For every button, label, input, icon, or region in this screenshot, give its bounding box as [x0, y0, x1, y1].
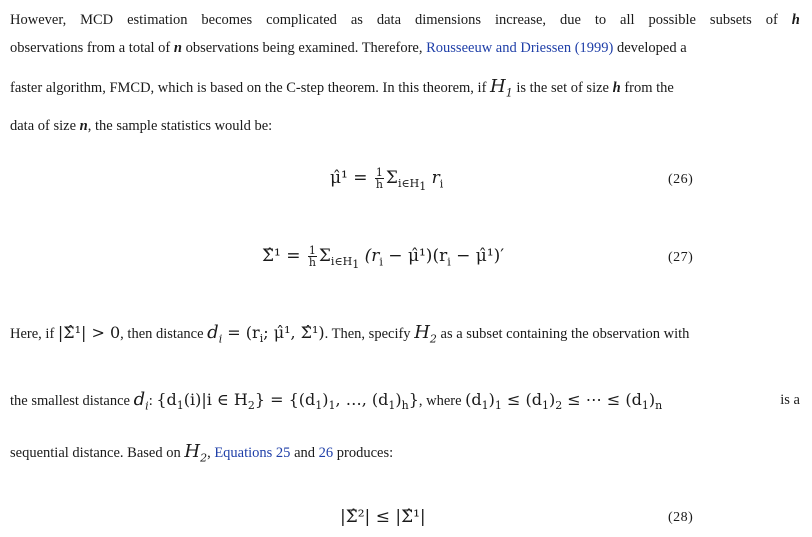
paragraph-2-line-3: sequential distance. Based on $H_2$, Equations 25 and 26 produces:: [10, 441, 394, 465]
text-segment: observations from a total of n observations being examined. Therefore, Rousseeuw and Driessen (1999) developed a: [10, 40, 687, 56]
word: due: [559, 12, 581, 28]
word: dimensions: [414, 12, 482, 28]
equation-28: |Σ̂²| ≤ |Σ̂¹|: [340, 507, 426, 527]
paragraph-1-line-2: [10, 38, 800, 58]
distance-di: $d_i$: [207, 322, 223, 346]
equation-27: Σ̂¹ = $\frac{1}{h}$ $\Sigma_{i\in H_1}$ ($r_i$ − $\mû^1)(r_i$ − μ̂¹)′: [262, 244, 505, 272]
word: MCD: [80, 12, 114, 28]
fraction-1-over-h: $\frac{1}{h}$: [375, 166, 383, 191]
paragraph-1-line-4: data of size n, the sample statistics would be:: [10, 118, 273, 134]
set-H1: $H_1$: [490, 76, 513, 100]
paragraph-1-line-1: [10, 10, 800, 30]
word: to: [594, 12, 607, 28]
equation-26-link[interactable]: 26: [318, 445, 334, 461]
equation-26: μ̂¹ = $\frac{1}{h}$ $\Sigma_{i\in H_1}$ $r_i$: [330, 166, 444, 194]
word: complicated: [266, 12, 337, 28]
paragraph-2-line-2: the smallest distance $d_i$: {$d_1(i)|i$ ∈ $H_2\} = \{(d_1)_1$, …, $(d_1)_h$}, where $(d_1)_1 \le (d_1)_2$ ≤ ⋯ ≤ $(d_1)_n$ is a: [10, 389, 800, 413]
citation-link[interactable]: Rousseeuw and Driessen (1999): [426, 40, 614, 56]
word: as: [350, 12, 363, 28]
word: data: [376, 12, 402, 28]
paragraph-2-line-1: Here, if |Σ̂¹| > 0, then distance $d_i = (r_i$; μ̂¹, Σ̂¹). Then, specify $H_2$ as a subset containing the observation with: [10, 322, 690, 346]
word: estimation: [127, 12, 188, 28]
word: becomes: [201, 12, 253, 28]
word: all: [620, 12, 635, 28]
word: of: [765, 12, 778, 28]
word: subsets: [709, 12, 752, 28]
word: However,: [10, 12, 67, 28]
fraction-1-over-h: $\frac{1}{h}$: [308, 244, 316, 269]
word: possible: [648, 12, 696, 28]
equation-25-link[interactable]: Equations 25: [214, 445, 291, 461]
equation-number-27: (27): [668, 250, 694, 265]
word: h: [791, 12, 800, 28]
word: increase,: [494, 12, 547, 28]
equation-number-26: (26): [668, 172, 694, 187]
equation-number-28: (28): [668, 510, 694, 525]
paragraph-1-line-3: faster algorithm, FMCD, which is based on the C-step theorem. In this theorem, if $H_1$ is the set of size h from the: [10, 76, 674, 100]
